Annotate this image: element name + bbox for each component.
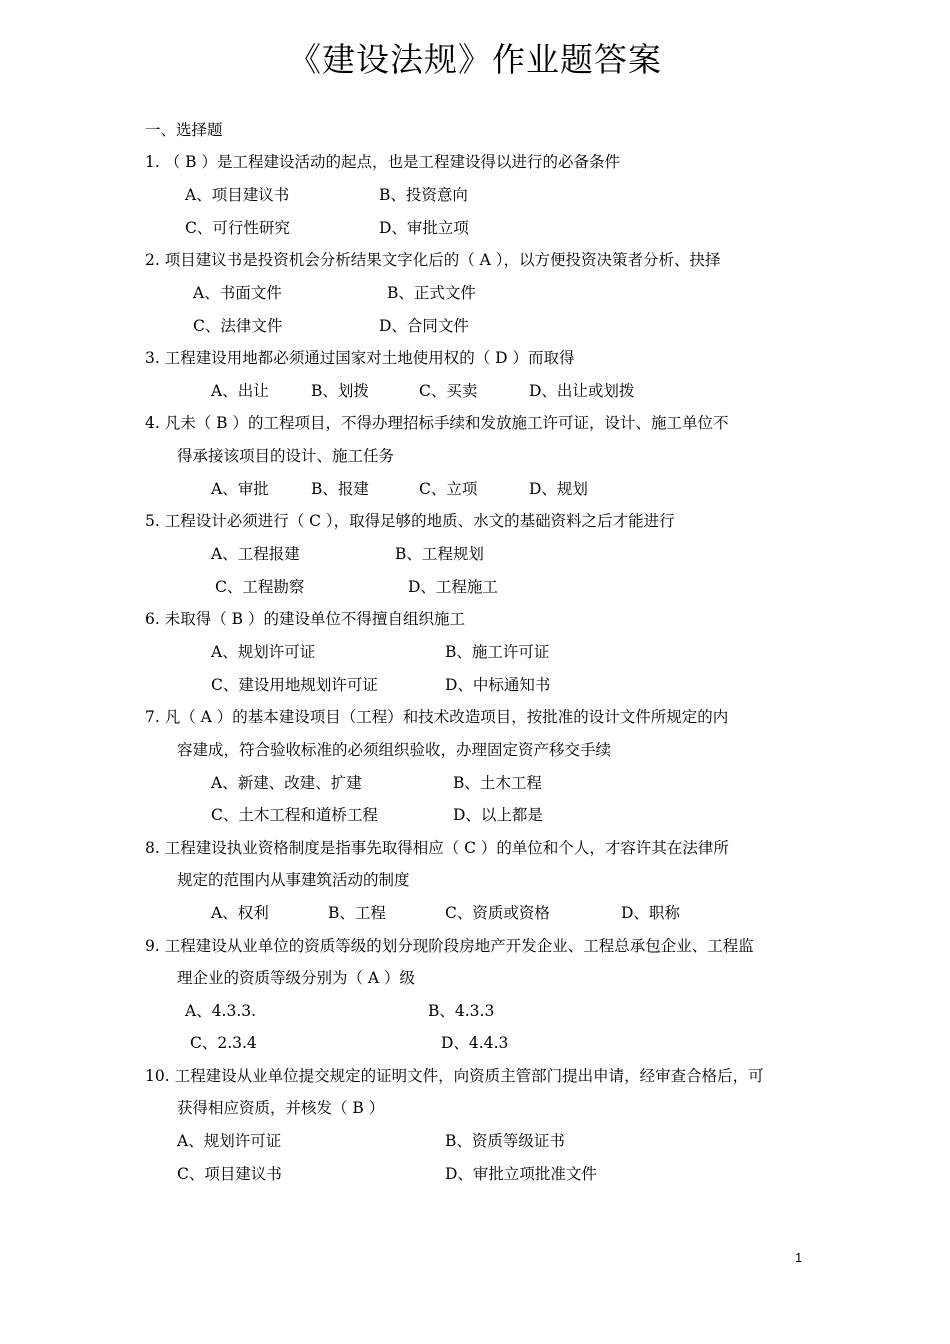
question-4-option-c: C、立项 bbox=[419, 480, 478, 498]
question-7-option-d: D、以上都是 bbox=[453, 806, 543, 824]
section-heading: 一、选择题 bbox=[145, 121, 223, 139]
question-9-option-a: A、4.3.3. bbox=[185, 1002, 257, 1020]
question-7-option-b: B、土木工程 bbox=[453, 774, 542, 792]
question-3-option-a: A、出让 bbox=[211, 382, 269, 400]
question-4-line-2: 得承接该项目的设计、施工任务 bbox=[177, 447, 395, 465]
question-8-option-a: A、权利 bbox=[211, 904, 269, 922]
question-8-line-1: 8. 工程建设执业资格制度是指事先取得相应（ C ）的单位和个人，才容许其在法律所 bbox=[145, 839, 729, 857]
question-1-option-d: D、审批立项 bbox=[379, 219, 469, 237]
question-3-option-d: D、出让或划拨 bbox=[529, 382, 635, 400]
question-1-option-b: B、投资意向 bbox=[379, 186, 468, 204]
question-6-option-c: C、建设用地规划许可证 bbox=[211, 676, 378, 694]
question-5-option-c: C、工程勘察 bbox=[215, 578, 305, 596]
page-number: 1 bbox=[795, 1250, 803, 1265]
question-5-option-a: A、工程报建 bbox=[211, 545, 300, 563]
question-4-option-d: D、规划 bbox=[529, 480, 588, 498]
question-2-option-a: A、书面文件 bbox=[193, 284, 282, 302]
question-8-option-b: B、工程 bbox=[328, 904, 386, 922]
question-10-option-d: D、审批立项批准文件 bbox=[445, 1165, 597, 1183]
question-9-line-1: 9. 工程建设从业单位的资质等级的划分现阶段房地产开发企业、工程总承包企业、工程监 bbox=[145, 937, 754, 955]
question-1-line-1: 1. （ B ）是工程建设活动的起点，也是工程建设得以进行的必备条件 bbox=[145, 153, 620, 171]
question-3-line-1: 3. 工程建设用地都必须通过国家对土地使用权的（ D ）而取得 bbox=[145, 349, 575, 367]
question-5-line-1: 5. 工程设计必须进行（ C ），取得足够的地质、水文的基础资料之后才能进行 bbox=[145, 512, 675, 530]
question-10-option-c: C、项目建议书 bbox=[177, 1165, 282, 1183]
question-2-option-d: D、合同文件 bbox=[379, 317, 469, 335]
question-4-line-1: 4. 凡未（ B ）的工程项目，不得办理招标手续和发放施工许可证，设计、施工单位不 bbox=[145, 414, 729, 432]
question-2-option-b: B、正式文件 bbox=[387, 284, 476, 302]
question-8-line-2: 规定的范围内从事建筑活动的制度 bbox=[177, 871, 410, 889]
question-7-option-a: A、新建、改建、扩建 bbox=[211, 774, 362, 792]
question-8-option-c: C、资质或资格 bbox=[445, 904, 550, 922]
question-2-line-1: 2. 项目建议书是投资机会分析结果文字化后的（ A ），以方便投资决策者分析、抉择 bbox=[145, 251, 721, 269]
question-1-option-a: A、项目建议书 bbox=[185, 186, 290, 204]
question-6-option-a: A、规划许可证 bbox=[211, 643, 316, 661]
question-7-line-1: 7. 凡（ A ）的基本建设项目（工程）和技术改造项目，按批准的设计文件所规定的内 bbox=[145, 708, 729, 726]
question-6-option-d: D、中标通知书 bbox=[445, 676, 551, 694]
question-6-option-b: B、施工许可证 bbox=[445, 643, 550, 661]
question-3-option-b: B、划拨 bbox=[311, 382, 369, 400]
question-6-line-1: 6. 未取得（ B ）的建设单位不得擅自组织施工 bbox=[145, 610, 465, 628]
question-2-option-c: C、法律文件 bbox=[193, 317, 283, 335]
question-9-line-2: 理企业的资质等级分别为（ A ）级 bbox=[177, 969, 416, 987]
question-7-option-c: C、土木工程和道桥工程 bbox=[211, 806, 378, 824]
question-3-option-c: C、买卖 bbox=[419, 382, 478, 400]
question-10-option-a: A、规划许可证 bbox=[177, 1132, 282, 1150]
question-10-line-2: 获得相应资质，并核发（ B ） bbox=[177, 1099, 385, 1117]
question-4-option-a: A、审批 bbox=[211, 480, 269, 498]
document-title: 《建设法规》作业题答案 bbox=[288, 40, 662, 79]
question-5-option-b: B、工程规划 bbox=[395, 545, 484, 563]
question-9-option-c: C、2.3.4 bbox=[190, 1034, 257, 1052]
question-5-option-d: D、工程施工 bbox=[408, 578, 498, 596]
question-10-line-1: 10. 工程建设从业单位提交规定的证明文件，向资质主管部门提出申请，经审查合格后，可 bbox=[145, 1067, 764, 1085]
question-10-option-b: B、资质等级证书 bbox=[445, 1132, 565, 1150]
question-1-option-c: C、可行性研究 bbox=[185, 219, 290, 237]
question-7-line-2: 容建成，符合验收标准的必须组织验收，办理固定资产移交手续 bbox=[177, 741, 612, 759]
question-9-option-d: D、4.4.3 bbox=[441, 1034, 509, 1052]
question-8-option-d: D、职称 bbox=[621, 904, 680, 922]
question-4-option-b: B、报建 bbox=[311, 480, 369, 498]
question-9-option-b: B、4.3.3 bbox=[428, 1002, 495, 1020]
